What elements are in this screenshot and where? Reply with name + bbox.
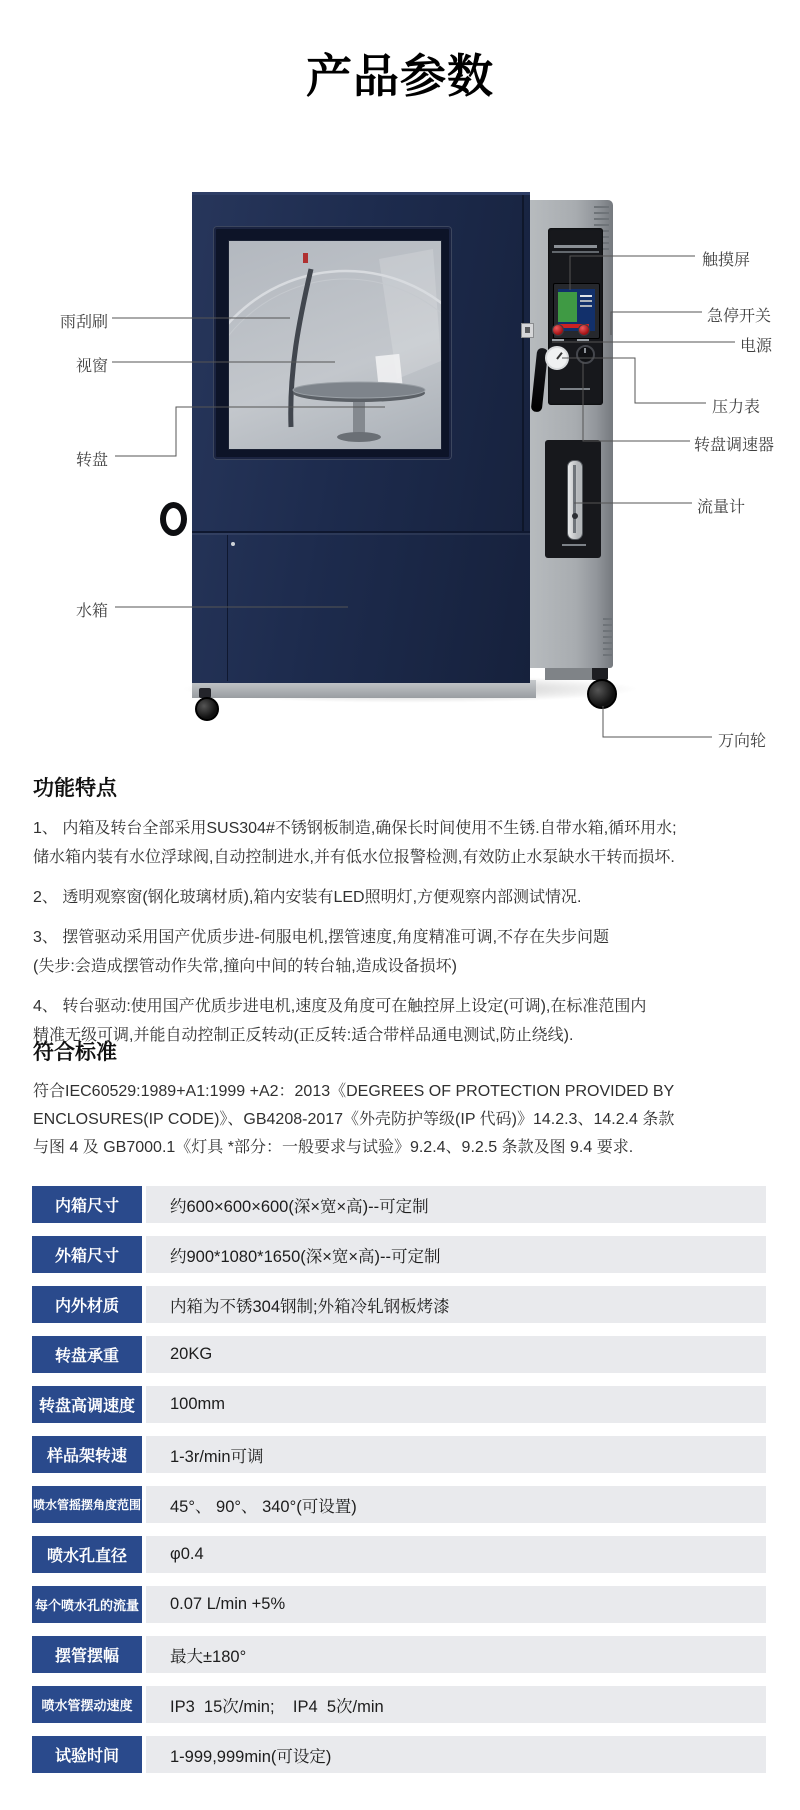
- spec-value-nozzle-diameter: φ0.4: [146, 1536, 766, 1573]
- label-wiper-brush: 雨刮刷: [59, 314, 108, 331]
- label-pressure-gauge: 压力表: [712, 399, 761, 416]
- spec-label-material: 内外材质: [32, 1286, 142, 1323]
- spec-value-test-time: 1-999,999min(可设定): [146, 1736, 766, 1773]
- page-title: 产品参数: [306, 50, 494, 102]
- spec-value-height-adjust: 100mm: [146, 1386, 766, 1423]
- feature-line: 1、 内箱及转台全部采用SUS304#不锈钢板制造,确保长时间使用不生锈.自带水箱,循环用水;: [33, 820, 677, 837]
- label-caster-wheel: 万向轮: [718, 733, 767, 750]
- feature-line: 精准无级可调,并能自动控制正反转动(正反转:适合带样品通电测试,防止绕线).: [33, 1027, 574, 1044]
- label-emergency-stop: 急停开关: [707, 308, 772, 325]
- feature-line: (失步:会造成摆管动作失常,撞向中间的转台轴,造成设备损坏): [33, 958, 457, 975]
- table-row: [32, 1636, 766, 1673]
- feature-line: 储水箱内装有水位浮球阀,自动控制进水,并有低水位报警检测,有效防止水泵缺水干转而损坏.: [33, 849, 675, 866]
- callout-line-speed-controller: [583, 362, 690, 441]
- table-row: [32, 1486, 766, 1523]
- table-row: [32, 1336, 766, 1373]
- spec-label-outer-size: 外箱尺寸: [32, 1236, 142, 1273]
- table-row: [32, 1586, 766, 1623]
- spec-value-material: 内箱为不锈304钢制;外箱冷轧钢板烤漆: [146, 1286, 766, 1323]
- spec-value-flow-per-hole: 0.07 L/min +5%: [146, 1586, 766, 1623]
- label-speed-controller: 转盘调速器: [694, 437, 775, 454]
- callout-line-emergency-stop: [611, 312, 702, 335]
- spec-value-swing-range: 最大±180°: [146, 1636, 766, 1673]
- standards-line: ENCLOSURES(IP CODE)》、GB4208-2017《外壳防护等级(IP 代码)》14.2.3、14.2.4 条款: [33, 1111, 675, 1128]
- spec-label-swing-range: 摆管摆幅: [32, 1636, 142, 1673]
- spec-value-inner-size: 约600×600×600(深×宽×高)--可定制: [146, 1186, 766, 1223]
- table-row: [32, 1236, 766, 1273]
- label-power: 电源: [740, 338, 773, 355]
- standards-heading: 符合标准: [33, 1041, 117, 1064]
- spec-value-outer-size: 约900*1080*1650(深×宽×高)--可定制: [146, 1236, 766, 1273]
- label-flow-meter: 流量计: [697, 499, 746, 516]
- label-window: 视窗: [75, 358, 108, 375]
- feature-line: 3、 摆管驱动采用国产优质步进-伺服电机,摆管速度,角度精准可调,不存在失步问题: [33, 929, 610, 946]
- table-row: [32, 1536, 766, 1573]
- spec-label-load: 转盘承重: [32, 1336, 142, 1373]
- feature-line: 4、 转台驱动:使用国产优质步进电机,速度及角度可在触控屏上设定(可调),在标准范围内: [33, 998, 647, 1015]
- spec-label-swing-angle: 喷水管摇摆角度范围: [32, 1486, 142, 1523]
- label-touch-screen: 触摸屏: [702, 252, 751, 269]
- callout-line-pressure-gauge: [562, 358, 706, 403]
- table-row: [32, 1286, 766, 1323]
- spec-label-test-time: 试验时间: [32, 1736, 142, 1773]
- spec-label-height-adjust: 转盘高调速度: [32, 1386, 142, 1423]
- features-section: [33, 772, 773, 1050]
- feature-line: 2、 透明观察窗(钢化玻璃材质),箱内安装有LED照明灯,方便观察内部测试情况.: [33, 889, 582, 906]
- callout-line-touch-screen: [570, 256, 695, 290]
- spec-label-swing-speed: 喷水管摆动速度: [32, 1686, 142, 1723]
- standards-section: [33, 1036, 773, 1162]
- callout-line-caster: [603, 706, 712, 737]
- label-turntable: 转盘: [75, 452, 108, 469]
- machine-illustration: [0, 150, 800, 775]
- features-heading: 功能特点: [33, 777, 117, 800]
- callout-lines: [0, 150, 800, 775]
- label-water-tank: 水箱: [75, 603, 108, 620]
- table-row: [32, 1686, 766, 1723]
- spec-label-nozzle-diameter: 喷水孔直径: [32, 1536, 142, 1573]
- table-row: [32, 1186, 766, 1223]
- spec-label-inner-size: 内箱尺寸: [32, 1186, 142, 1223]
- spec-value-load: 20KG: [146, 1336, 766, 1373]
- spec-value-swing-angle: 45°、 90°、 340°(可设置): [146, 1486, 766, 1523]
- standards-line: 与图 4 及 GB7000.1《灯具 *部分：一般要求与试验》9.2.4、9.2.5 条款及图 9.4 要求.: [33, 1139, 634, 1156]
- spec-value-rotation-speed: 1-3r/min可调: [146, 1436, 766, 1473]
- spec-label-flow-per-hole: 每个喷水孔的流量: [32, 1586, 142, 1623]
- spec-table: [32, 1186, 766, 1773]
- spec-value-swing-speed: IP3 15次/min; IP4 5次/min: [146, 1686, 766, 1723]
- table-row: [32, 1736, 766, 1773]
- standards-line: 符合IEC60529:1989+A1:1999 +A2：2013《DEGREES OF PROTECTION PROVIDED BY: [33, 1083, 675, 1100]
- table-row: [32, 1386, 766, 1423]
- callout-line-turntable: [115, 407, 385, 456]
- spec-label-rotation-speed: 样品架转速: [32, 1436, 142, 1473]
- table-row: [32, 1436, 766, 1473]
